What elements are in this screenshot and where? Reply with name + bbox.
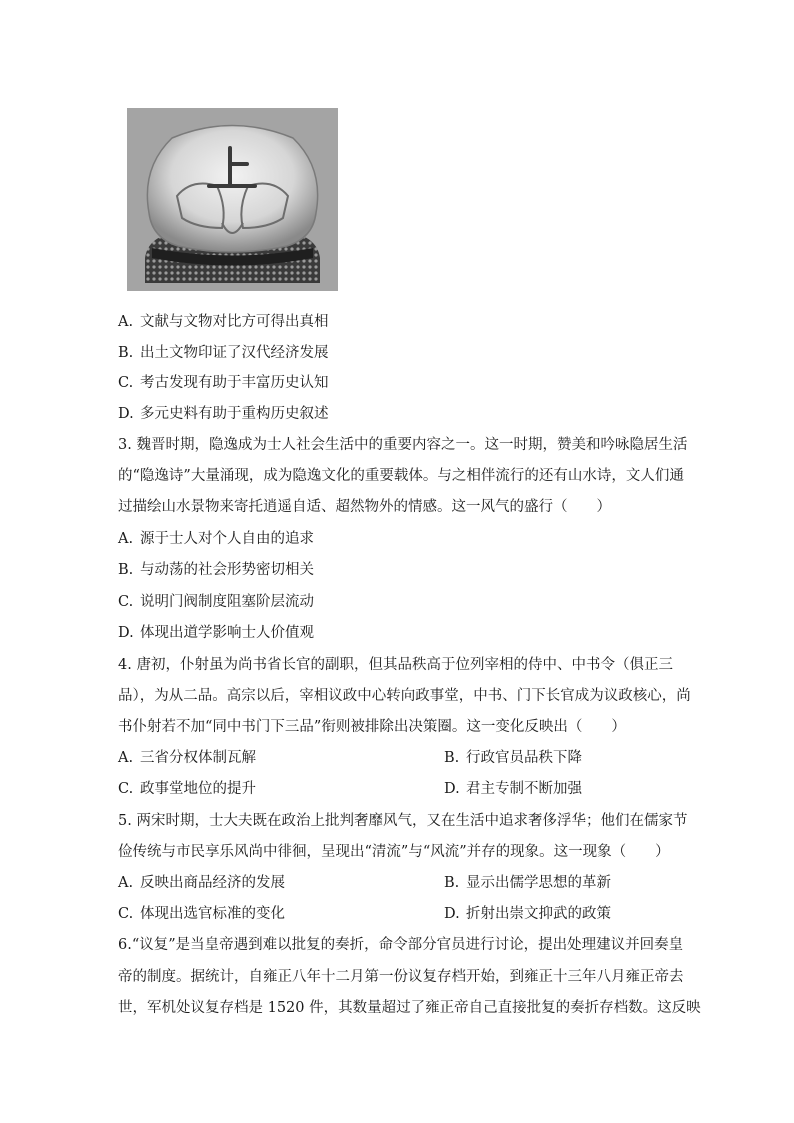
q4-option-a[interactable] [118, 748, 256, 768]
q2-option-b[interactable] [118, 343, 329, 363]
option-text: 政事堂地位的提升 [140, 781, 256, 797]
q3-option-d[interactable] [118, 623, 314, 643]
option-label: B. [444, 875, 460, 891]
option-label: A. [118, 875, 134, 891]
option-label: C. [118, 375, 134, 391]
q3-option-b[interactable] [118, 560, 314, 580]
q2-option-a[interactable] [118, 312, 329, 332]
q3-stem-line: 的“隐逸诗”大量涌现，成为隐逸文化的重要载体。与之相伴流行的还有山水诗，文人们通 [118, 468, 684, 484]
option-text: 君主专制不断加强 [466, 781, 582, 797]
q4-stem-line: 4. 唐初，仆射虽为尚书省长官的副职，但其品秩高于位列宰相的侍中、中书令（俱正三 [118, 657, 673, 673]
q5-stem-line: 5. 两宋时期，士大夫既在政治上批判奢靡风气，又在生活中追求奢侈浮华；他们在儒家节 [118, 813, 688, 829]
option-label: D. [444, 906, 460, 922]
option-label: C. [118, 781, 134, 797]
option-text: 文献与文物对比方可得出真相 [140, 314, 329, 330]
option-text: 多元史料有助于重构历史叙述 [140, 406, 329, 422]
option-label: B. [118, 562, 134, 578]
q4-option-b[interactable] [444, 748, 582, 768]
q6-stem-line: 世，军机处议复存档是 1520 件，其数量超过了雍正帝自己直接批复的奏折存档数。这反映 [118, 1000, 701, 1016]
option-label: A. [118, 750, 134, 766]
option-label: D. [118, 406, 134, 422]
option-label: B. [444, 750, 460, 766]
option-text: 体现出道学影响士人价值观 [140, 625, 314, 641]
q3-stem-line: 过描绘山水景物来寄托逍遥自适、超然物外的情感。这一风气的盛行（ ） [118, 499, 611, 515]
option-text: 考古发现有助于丰富历史认知 [140, 375, 329, 391]
option-text: 反映出商品经济的发展 [140, 875, 285, 891]
option-text: 说明门阀制度阻塞阶层流动 [140, 594, 314, 610]
option-text: 行政官员品秩下降 [466, 750, 582, 766]
option-label: D. [118, 625, 134, 641]
q5-option-c[interactable] [118, 904, 285, 924]
option-label: A. [118, 314, 134, 330]
q3-option-c[interactable] [118, 592, 314, 612]
q4-stem-line: 品），为从二品。高宗以后，宰相议政中心转向政事堂，中书、门下长官成为议政核心，尚 [118, 688, 691, 704]
artifact-photo [127, 108, 338, 291]
q6-stem-line: 6.“议复”是当皇帝遇到难以批复的奏折，命令部分官员进行讨论，提出处理建议并回奏皇 [118, 937, 684, 953]
q3-option-a[interactable] [118, 529, 314, 549]
option-text: 显示出儒学思想的革新 [466, 875, 611, 891]
option-label: A. [118, 531, 134, 547]
option-text: 出土文物印证了汉代经济发展 [140, 345, 329, 361]
q2-option-c[interactable] [118, 373, 329, 393]
q5-stem-line: 俭传统与市民享乐风尚中徘徊，呈现出“清流”与“风流”并存的现象。这一现象（ ） [118, 844, 670, 860]
q5-option-a[interactable] [118, 873, 285, 893]
option-label: B. [118, 345, 134, 361]
q5-option-b[interactable] [444, 873, 611, 893]
q5-option-d[interactable] [444, 904, 611, 924]
q4-stem-line: 书仆射若不加“同中书门下三品”衔则被排除出决策圈。这一变化反映出（ ） [118, 719, 626, 735]
option-label: C. [118, 594, 134, 610]
option-text: 源于士人对个人自由的追求 [140, 531, 314, 547]
option-label: C. [118, 906, 134, 922]
q3-stem-line: 3. 魏晋时期，隐逸成为士人社会生活中的重要内容之一。这一时期，赞美和吟咏隐居生活 [118, 437, 688, 453]
option-text: 体现出选官标准的变化 [140, 906, 285, 922]
q4-option-d[interactable] [444, 779, 582, 799]
q2-option-d[interactable] [118, 404, 329, 424]
option-text: 三省分权体制瓦解 [140, 750, 256, 766]
option-text: 折射出崇文抑武的政策 [466, 906, 611, 922]
option-label: D. [444, 781, 460, 797]
option-text: 与动荡的社会形势密切相关 [140, 562, 314, 578]
q4-option-c[interactable] [118, 779, 256, 799]
q6-stem-line: 帝的制度。据统计，自雍正八年十二月第一份议复存档开始，到雍正十三年八月雍正帝去 [118, 969, 684, 985]
